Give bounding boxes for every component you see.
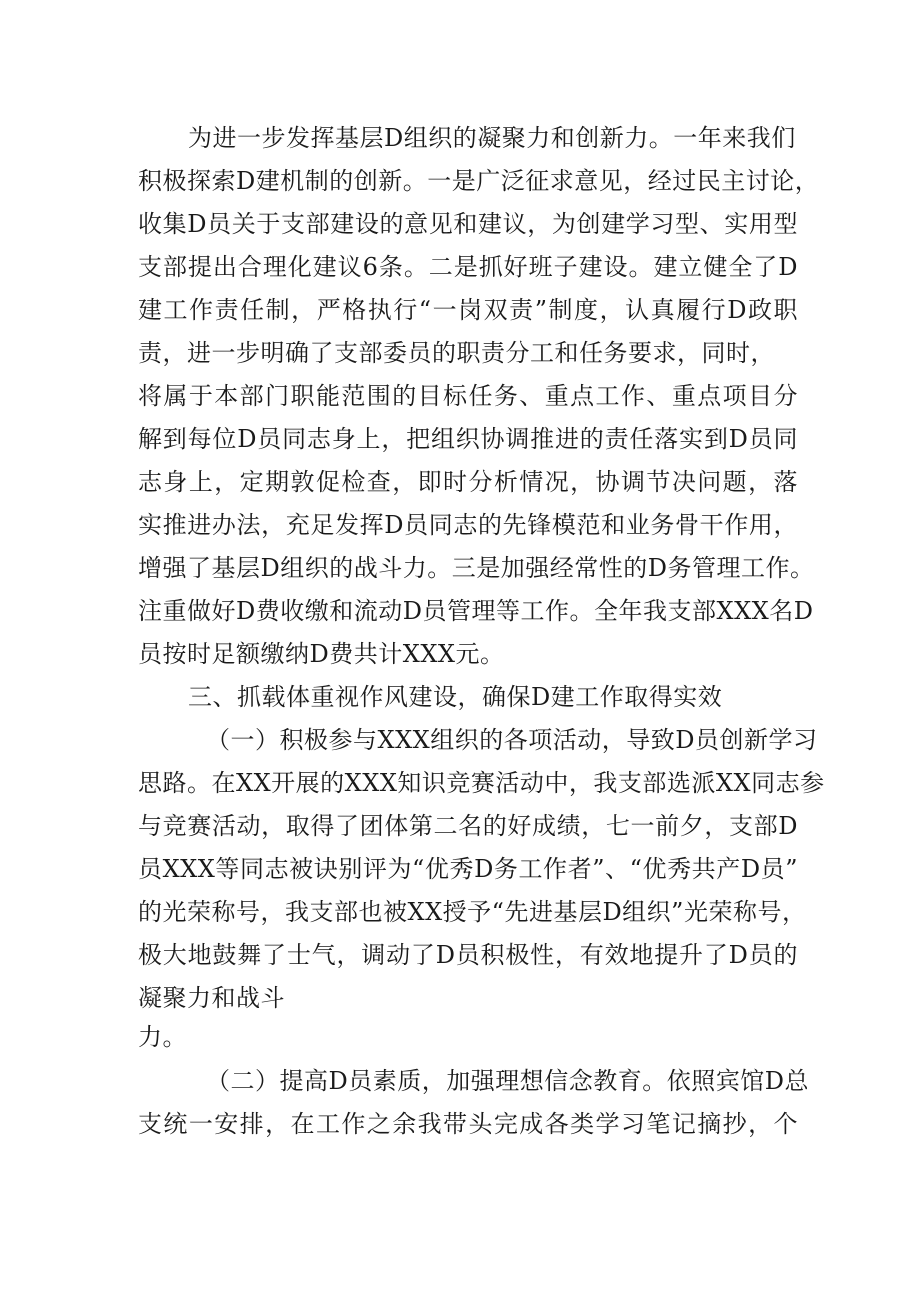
paragraph-line-6: 责，进一步明确了支部委员的职责分工和任务要求，同时，	[138, 339, 775, 367]
paragraph-line-4: 支部提出合理化建议6条。二是抓好班子建设。建立健全了D	[138, 253, 798, 281]
paragraph-line-18: 员XXX等同志被诀别评为“优秀D务工作者”、“优秀共产D员”	[138, 855, 798, 883]
section-heading: 三、抓载体重视作风建设，确保D建工作取得实效	[188, 683, 723, 711]
paragraph-line-7: 将属于本部门职能范围的目标任务、重点工作、重点项目分	[138, 382, 798, 410]
paragraph-line-3: 收集D员关于支部建设的意见和建议，为创建学习型、实用型	[138, 210, 798, 238]
paragraph-line-17: 与竞赛活动，取得了团体第二名的好成绩，七一前夕，支部D	[138, 812, 798, 840]
paragraph-line-11: 增强了基层D组织的战斗力。三是加强经常性的D务管理工作。	[138, 554, 815, 582]
paragraph-line-8: 解到每位D员同志身上，把组织协调推进的责任落实到D员同	[138, 425, 798, 453]
paragraph-line-5: 建工作责任制，严格执行“一岗双责”制度，认真履行D政职	[138, 296, 798, 324]
paragraph-line-1: 为进一步发挥基层D组织的凝聚力和创新力。一年来我们	[188, 124, 796, 152]
paragraph-line-15: （一）积极参与XXX组织的各项活动，导致D员创新学习	[206, 726, 818, 754]
paragraph-line-23: （二）提高D员素质，加强理想信念教育。依照宾馆D总	[206, 1067, 809, 1095]
paragraph-line-9: 志身上，定期敦促检查，即时分析情况，协调节决问题，落	[138, 468, 798, 496]
paragraph-line-22: 力。	[138, 1023, 187, 1051]
paragraph-line-24: 支统一安排，在工作之余我带头完成各类学习笔记摘抄，个	[138, 1110, 798, 1138]
paragraph-line-10: 实推进办法，充足发挥D员同志的先锋模范和业务骨干作用，	[138, 511, 798, 539]
paragraph-line-21: 凝聚力和战斗	[138, 984, 285, 1012]
paragraph-line-19: 的光荣称号，我支部也被XX授予“先进基层D组织”光荣称号，	[138, 898, 807, 926]
paragraph-line-13: 员按时足额缴纳D费共计XXX元。	[138, 640, 505, 668]
paragraph-line-2: 积极探索D建机制的创新。一是广泛征求意见，经过民主讨论，	[138, 167, 820, 195]
paragraph-line-20: 极大地鼓舞了士气，调动了D员积极性，有效地提升了D员的	[138, 941, 798, 969]
paragraph-line-12: 注重做好D费收缴和流动D员管理等工作。全年我支部XXX名D	[138, 597, 814, 625]
paragraph-line-16: 思路。在XX开展的XXX知识竞赛活动中，我支部选派XX同志参	[138, 769, 825, 797]
